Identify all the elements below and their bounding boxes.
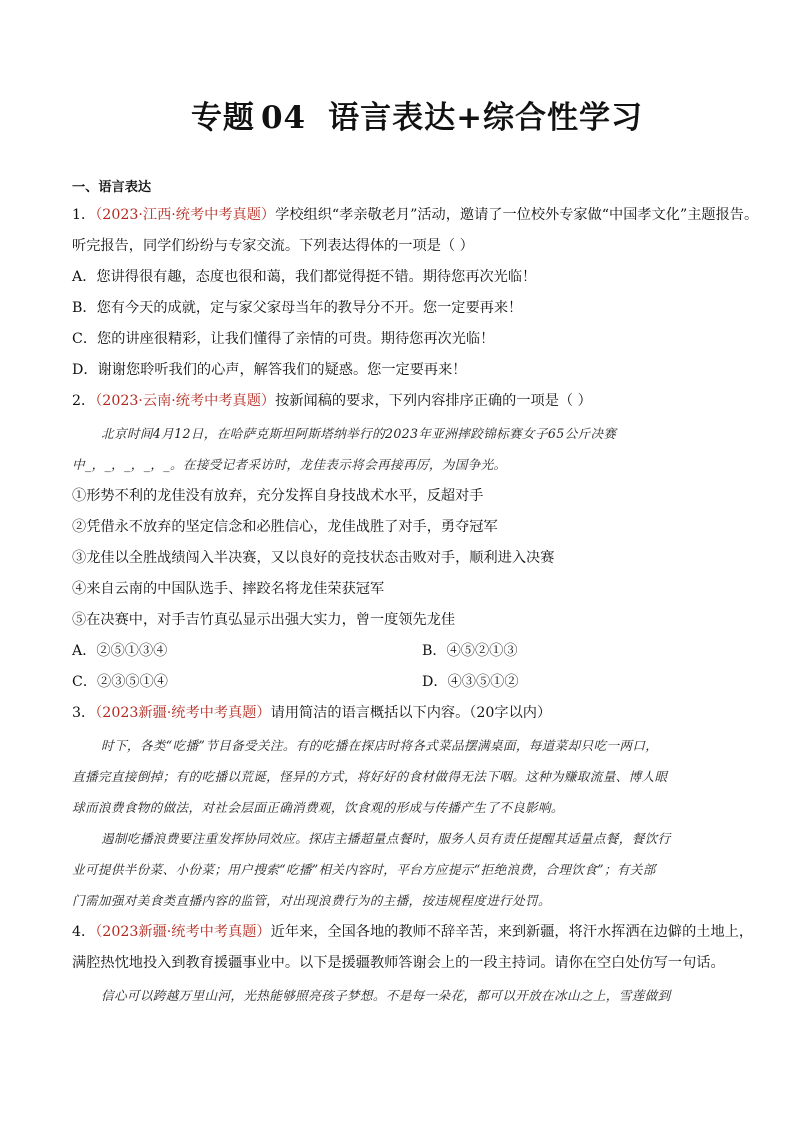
q4-text1: 近年来，全国各地的教师不辞辛苦，来到新疆，将汗水挥洒在边僻的土地上， xyxy=(270,924,754,940)
q1-option-c: C．您的讲座很精彩，让我们懂得了亲情的可贵。期待您再次光临！ xyxy=(72,331,495,347)
title-number: 04 xyxy=(260,100,307,136)
title-topic: 语言表达+综合性学习 xyxy=(328,100,644,136)
q2-source: （2023·云南·统考中考真题） xyxy=(95,393,276,409)
q1-number: 1． xyxy=(72,207,96,223)
q1-option-a: A．您讲得很有趣，态度也很和蔼，我们都觉得挺不错。期待您再次光临！ xyxy=(72,269,537,285)
q4-stem-line1 xyxy=(72,922,754,942)
q2-sentence-1: ①形势不利的龙佳没有放弃，充分发挥自身技战术水平，反超对手 xyxy=(72,488,484,504)
q3-number: 3． xyxy=(72,705,96,721)
q3-stem xyxy=(72,703,734,723)
q1-option-b: B．您有今天的成就，定与家父家母当年的教导分不开。您一定要再来！ xyxy=(72,300,523,316)
q3-passage-p2-line1: 遏制吃播浪费要注重发挥协同效应。探店主播超量点餐时，服务人员有责任提醒其适量点餐，餐饮行 xyxy=(101,831,671,846)
q3-passage-p2-line2: 业可提供半份菜、小份菜；用户搜索“吃播”相关内容时，平台方应提示“拒绝浪费，合理饮食”；有关部 xyxy=(72,862,656,877)
q2-passage-line1: 北京时间4月12日，在哈萨克斯坦阿斯塔纳举行的2023年亚洲摔跤锦标赛女子65公斤决赛 xyxy=(101,426,617,441)
q1-option-d: D．谢谢您聆听我们的心声，解答我们的疑惑。您一定要再来！ xyxy=(72,362,467,378)
q2-number: 2． xyxy=(72,393,96,409)
q3-passage-p2-line3: 门需加强对美食类直播内容的监管，对出现浪费行为的主播，按违规程度进行处罚。 xyxy=(72,893,551,908)
q3-source: （2023新疆·统考中考真题） xyxy=(95,705,271,721)
title-prefix: 专题 xyxy=(190,100,255,136)
q2-sentence-2: ②凭借永不放弃的坚定信念和必胜信心，龙佳战胜了对手，勇夺冠军 xyxy=(72,519,498,535)
q2-sentence-4: ④来自云南的中国队选手、摔跤名将龙佳荣获冠军 xyxy=(72,581,385,597)
q2-option-d: D．④③⑤①② xyxy=(422,674,519,690)
q2-option-a: A．②⑤①③④ xyxy=(72,643,168,659)
q2-options-cd xyxy=(72,672,734,692)
q2-option-b: B．④⑤②①③ xyxy=(422,643,518,659)
q3-text1: 请用简洁的语言概括以下内容。（20字以内） xyxy=(270,705,552,721)
q1-source: （2023·江西·统考中考真题） xyxy=(95,207,276,223)
q2-stem xyxy=(72,391,734,411)
q2-sentence-3: ③龙佳以全胜战绩闯入半决赛，又以良好的竞技状态击败对手，顺利进入决赛 xyxy=(72,550,555,566)
q2-passage-line2: 中_，_，_，_，_。在接受记者采访时，龙佳表示将会再接再厉，为国争光。 xyxy=(72,457,507,472)
q1-stem-line2: 听完报告，同学们纷纷与专家交流。下列表达得体的一项是（ ） xyxy=(72,238,474,254)
q2-sentence-5: ⑤在决赛中，对手吉竹真弘显示出强大实力，曾一度领先龙佳 xyxy=(72,612,456,628)
q3-passage-p1-line1: 时下，各类“吃播”节目备受关注。有的吃播在探店时将各式菜品摆满桌面，每道菜却只吃一两口， xyxy=(101,738,659,753)
q3-passage-p1-line2: 直播完直接倒掉；有的吃播以荒诞，怪异的方式，将好好的食材做得无法下咽。这种为赚取流量、博人眼 xyxy=(72,769,668,784)
q1-text1: 学校组织“孝亲敬老月”活动，邀请了一位校外专家做“中国孝文化”主题报告。 xyxy=(275,207,759,223)
q4-number: 4． xyxy=(72,924,96,940)
q4-source: （2023新疆·统考中考真题） xyxy=(95,924,271,940)
q2-option-c: C．②③⑤①④ xyxy=(72,674,168,690)
q4-passage-line1: 信心可以跨越万里山河，光热能够照亮孩子梦想。不是每一朵花，都可以开放在冰山之上，雪莲做到 xyxy=(101,988,671,1003)
q2-options-ab xyxy=(72,641,734,661)
page-title xyxy=(0,92,794,137)
q1-stem-line1 xyxy=(72,205,759,225)
q4-stem-line2: 满腔热忱地投入到教育援疆事业中。以下是援疆教师答谢会上的一段主持词。请你在空白处仿写一句话。 xyxy=(72,955,725,971)
section-heading: 一、语言表达 xyxy=(72,180,152,195)
q3-passage-p1-line3: 球而浪费食物的做法，对社会层面正确消费观，饮食观的形成与传播产生了不良影响。 xyxy=(72,800,564,815)
q2-text1: 按新闻稿的要求，下列内容排序正确的一项是（ ） xyxy=(275,393,592,409)
